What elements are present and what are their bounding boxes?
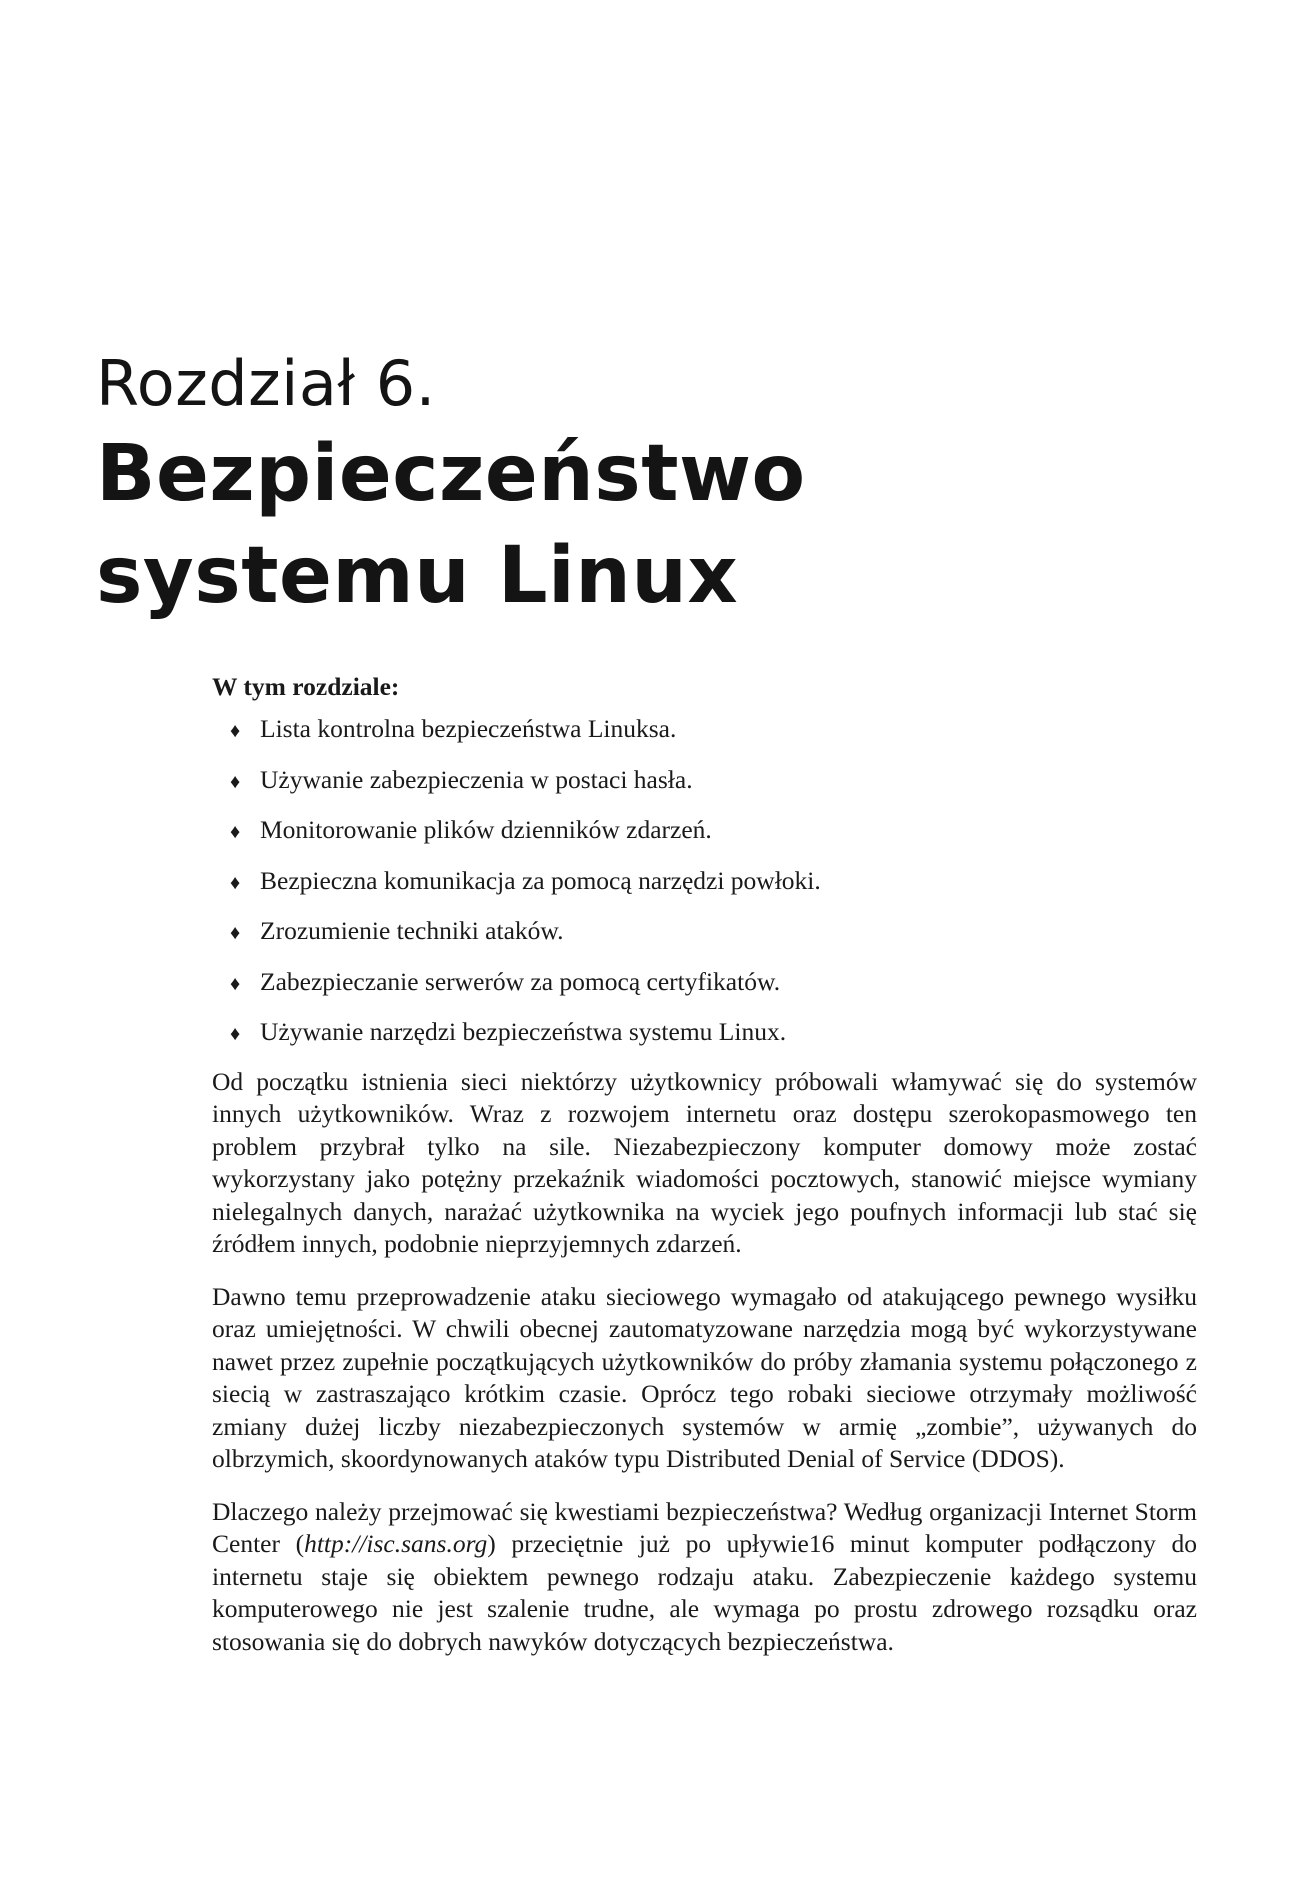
diamond-icon: ♦ [230,770,241,793]
body-paragraph-2: Dawno temu przeprowadzenie ataku sieciowego wymagało od atakującego pewnego wysiłku oraz umiejętności. W chwili obecnej zautomatyzowane narzędzia mogą być wykorzystywane nawet przez zupełnie początkujących użytkowników do próby złamania systemu połączonego z siecią w zastraszająco krótkim czasie. Oprócz tego robaki sieciowe otrzymały możliwość zmiany dużej liczby niezabezpieczonych systemów w armię „zombie”, używanych do olbrzymich, skoordynowanych ataków typu Distributed Denial of Service (DDOS). [212,1281,1197,1473]
diamond-icon: ♦ [230,1023,241,1045]
diamond-icon: ♦ [230,871,241,894]
list-item-text: Bezpieczna komunikacja za pomocą narzędzi powłoki. [260,865,821,895]
chapter-header [96,345,1196,627]
body-paragraph-1: Od początku istnienia sieci niektórzy użytkownicy próbowali włamywać się do systemów innych użytkowników. Wraz z rozwojem internetu oraz dostępu szerokopasmowego ten problem przybrał tylko na sile. Niezabezpieczony komputer domowy może zostać wykorzystany jako potężny przekaźnik wiadomości pocztowych, stanowić miejsce wymiany nielegalnych danych, narażać użytkownika na wyciek jego poufnych informacji lub stać się źródłem innych, podobnie nieprzyjemnych zdarzeń. [212,1066,1197,1258]
list-item-text: Zabezpieczanie serwerów za pomocą certyfikatów. [260,966,781,996]
diamond-icon: ♦ [230,922,241,944]
list-item-text: Monitorowanie plików dzienników zdarzeń. [260,815,712,844]
chapter-content [212,670,1197,1678]
topic-list [212,712,1197,1051]
list-item [230,1015,1197,1051]
list-item [230,965,1197,1001]
diamond-icon: ♦ [230,821,241,843]
diamond-icon: ♦ [230,972,241,995]
paragraph-3-text-end: ) przeciętnie już po upływie16 minut komputer podłączony do internetu staje się obiektem pewnego rodzaju ataku. Zabezpieczenie każdego systemu komputerowego nie jest szalenie trudne, ale wymaga po prostu zdrowego rozsądku oraz stosowania się do dobrych nawyków dotyczących bezpieczeństwa. [212,1529,1197,1656]
list-item [230,712,1197,748]
body-paragraph-3 [212,1496,1197,1659]
diamond-icon: ♦ [230,720,241,742]
chapter-title [96,423,1196,627]
list-item [230,763,1197,799]
chapter-title-line-2: systemu Linux [96,531,739,621]
paragraph-3-text-start: Dlaczego należy przejmować się kwestiami bezpieczeństwa? Według organizacji Internet Storm Center ( [212,1496,1197,1558]
list-item-text: Używanie narzędzi bezpieczeństwa systemu Linux. [260,1017,787,1046]
list-item-text: Zrozumienie techniki ataków. [260,916,564,945]
isc-url-link: http://isc.sans.org [304,1529,488,1558]
list-item [230,864,1197,900]
intro-heading: W tym rozdziale: [212,672,400,701]
list-item [230,813,1197,849]
chapter-number: Rozdział 6. [96,347,436,420]
chapter-title-line-1: Bezpieczeństwo [96,429,806,519]
list-item [230,914,1197,950]
list-item-text: Używanie zabezpieczenia w postaci hasła. [260,764,693,794]
list-item-text: Lista kontrolna bezpieczeństwa Linuksa. [260,714,677,743]
